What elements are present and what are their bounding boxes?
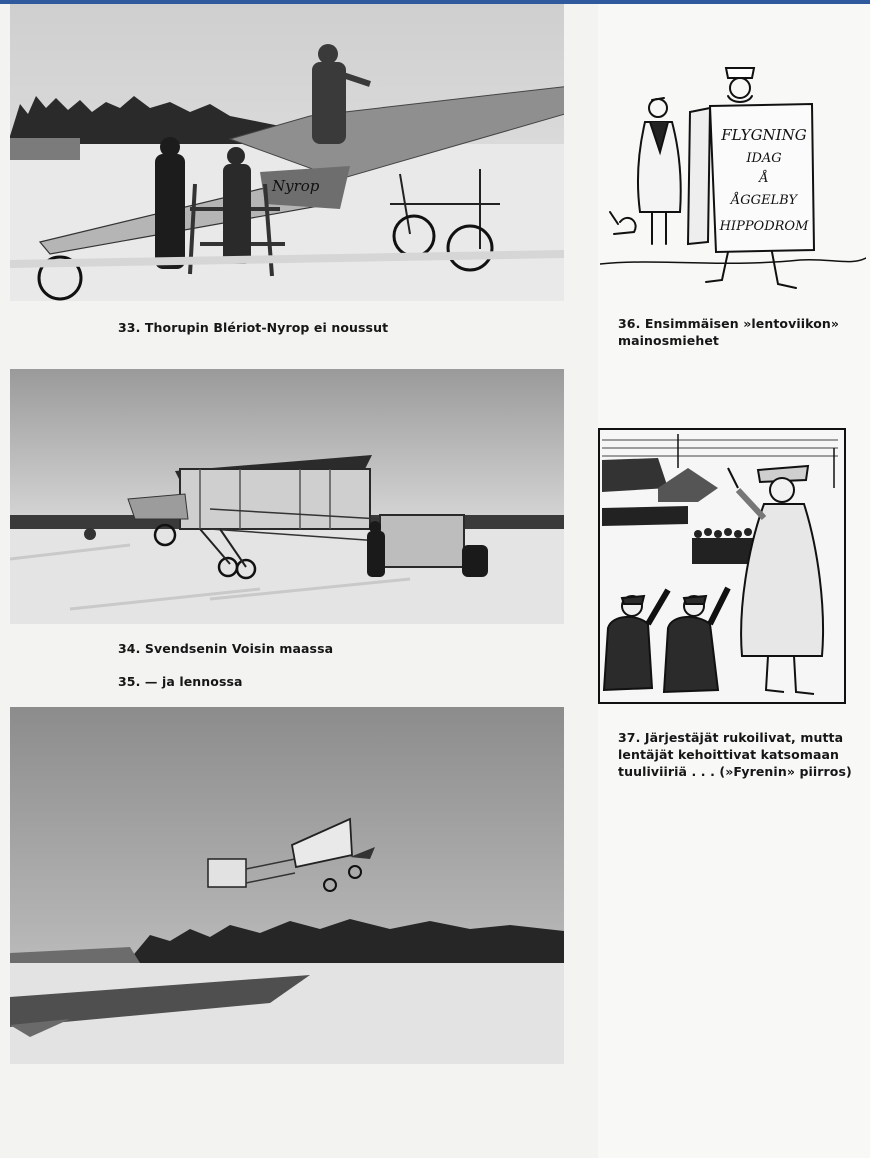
caption-37-line3: tuuliviiriä . . . (»Fyrenin» piirros) (618, 764, 852, 779)
caption-34: 34. Svendsenin Voisin maassa (118, 641, 334, 656)
photo-bleriot-nyrop (10, 4, 564, 301)
sign-text-line5: HIPPODROM (719, 219, 809, 234)
sign-text-line3: Å (759, 171, 769, 186)
caption-37-line1: 37. Järjestäjät rukoilivat, mutta (618, 730, 844, 745)
sign-text-line4: ÅGGELBY (730, 193, 798, 208)
plane-name-text: Nyrop (272, 177, 320, 195)
caption-37-line2: lentäjät kehoittivat katsomaan (618, 747, 840, 762)
photo-voisin-ground (10, 369, 564, 624)
caption-35: 35. — ja lennossa (118, 674, 243, 689)
photo-voisin-flight (10, 707, 564, 1064)
sign-text-line1: FLYGNING (721, 126, 807, 144)
caption-33: 33. Thorupin Blériot-Nyrop ei noussut (118, 320, 389, 335)
caption-36-line2: mainosmiehet (618, 333, 720, 348)
cartoon-organizers-praying (598, 428, 846, 704)
caption-36-line1: 36. Ensimmäisen »lentoviikon» (618, 316, 840, 331)
cartoon-sandwich-men (600, 52, 866, 302)
sign-text-line2: IDAG (746, 151, 782, 166)
